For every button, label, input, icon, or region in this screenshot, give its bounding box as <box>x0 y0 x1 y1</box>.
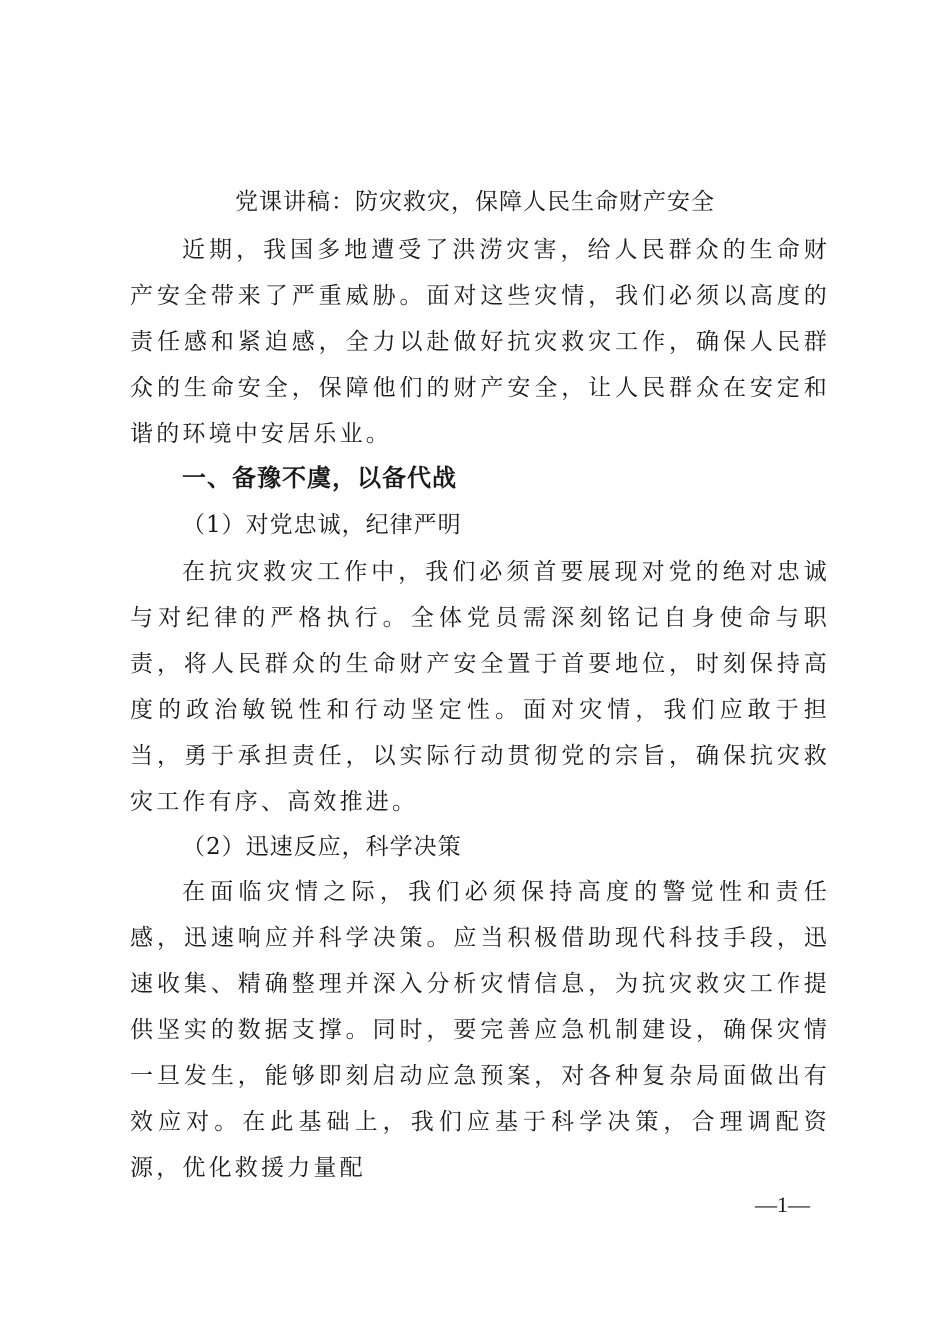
subsection-body-2: 在面临灾情之际，我们必须保持高度的警觉性和责任感，迅速响应并科学决策。应当积极借助现代科技手段，迅速收集、精确整理并深入分析灾情信息，为抗灾救灾工作提供坚实的数据支撑。同时，要完善应急机制建设，确保灾情一旦发生，能够即刻启动应急预案，对各种复杂局面做出有效应对。在此基础上，我们应基于科学决策，合理调配资源，优化救援力量配 <box>130 879 830 1181</box>
section-heading: 一、备豫不虞，以备代战 <box>182 464 457 492</box>
subsection-heading-2: （2）迅速反应，科学决策 <box>182 834 462 860</box>
page-number: —1— <box>755 1192 810 1217</box>
subsection-heading-1: （1）对党忠诚，纪律严明 <box>182 512 462 538</box>
subsection-body-1: 在抗灾救灾工作中，我们必须首要展现对党的绝对忠诚与对纪律的严格执行。全体党员需深刻铭记自身使命与职责，将人民群众的生命财产安全置于首要地位，时刻保持高度的政治敏锐性和行动坚定性。面对灾情，我们应敢于担当，勇于承担责任，以实际行动贯彻党的宗旨，确保抗灾救灾工作有序、高效推进。 <box>130 559 830 815</box>
document-title: 党课讲稿：防灾救灾，保障人民生命财产安全 <box>235 189 715 215</box>
intro-paragraph: 近期，我国多地遭受了洪涝灾害，给人民群众的生命财产安全带来了严重威胁。面对这些灾情，我们必须以高度的责任感和紧迫感，全力以赴做好抗灾救灾工作，确保人民群众的生命安全，保障他们的财产安全，让人民群众在安定和谐的环境中安居乐业。 <box>130 237 830 447</box>
